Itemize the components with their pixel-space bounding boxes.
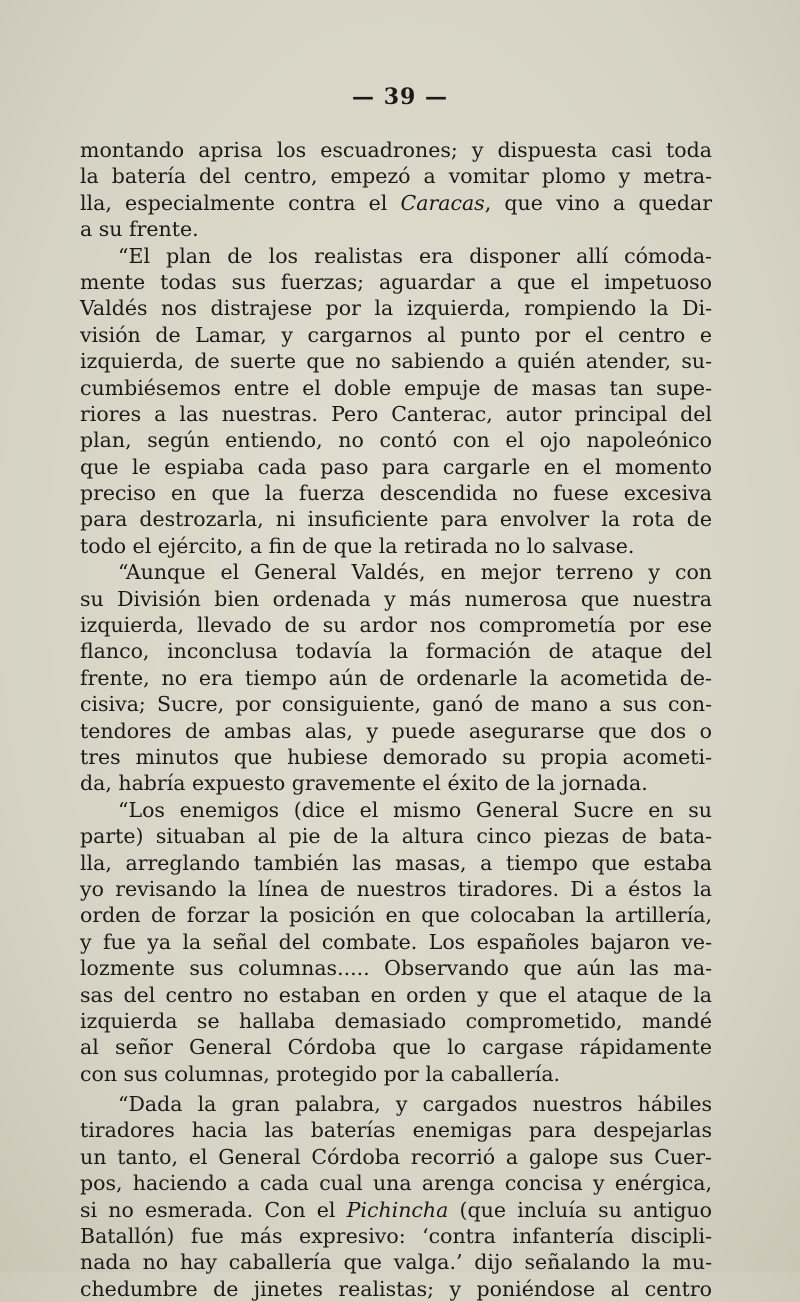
text-line: a su frente. <box>80 217 199 242</box>
text-line: izquierda, de suerte que no sabiendo a quién atender, su- <box>80 349 712 374</box>
text-line: Batallón) fue más expresivo: ‘contra infantería discipli- <box>80 1224 712 1249</box>
text-line: montando aprisa los escuadrones; y dispuesta casi toda <box>80 138 712 162</box>
text-line: Valdés nos distrajese por la izquierda, rompiendo la Di- <box>80 296 712 321</box>
text-line: “Los enemigos (dice el mismo General Sucre en su <box>118 797 712 822</box>
text-line: lla, especialmente contra el Caracas, que vino a quedar <box>80 190 712 215</box>
text-line: tendores de ambas alas, y puede asegurarse que dos o <box>80 718 712 743</box>
text-line: tres minutos que hubiese demorado su propia acometi- <box>80 744 712 769</box>
text-line: “Aunque el General Valdés, en mejor terreno y con <box>118 560 712 585</box>
text-line: izquierda, llevado de su ardor nos comprometía por ese <box>80 613 712 638</box>
text-line: parte) situaban al pie de la altura cinco piezas de bata- <box>80 824 712 849</box>
text-line: tiradores hacia las baterías enemigas para despejarlas <box>80 1118 712 1143</box>
text-line: cumbiésemos entre el doble empuje de masas tan supe- <box>80 375 712 400</box>
text-line: visión de Lamar, y cargarnos al punto por el centro e <box>80 322 712 347</box>
text-line: pos, haciendo a cada cual una arenga concisa y enérgica, <box>80 1171 712 1196</box>
body-text <box>80 137 712 1302</box>
text-line: con sus columnas, protegido por la caballería. <box>80 1061 561 1086</box>
text-line: todo el ejército, a fin de que la retirada no lo salvase. <box>80 533 635 558</box>
text-line: yo revisando la línea de nuestros tiradores. Di a éstos la <box>80 876 712 901</box>
text-line: si no esmerada. Con el Pichincha (que incluía su antiguo <box>80 1197 712 1222</box>
text-line: su División bien ordenada y más numerosa que nuestra <box>80 586 712 611</box>
text-line: al señor General Córdoba que lo cargase rápidamente <box>80 1035 712 1060</box>
text-line: y fue ya la señal del combate. Los españoles bajaron ve- <box>80 929 712 954</box>
text-line: chedumbre de jinetes realistas; y poniéndose al centro <box>80 1276 712 1301</box>
text-line: “Dada la gran palabra, y cargados nuestros hábiles <box>118 1092 712 1117</box>
text-line: que le espiaba cada paso para cargarle en el momento <box>80 454 712 479</box>
text-line: para destrozarla, ni insuficiente para envolver la rota de <box>80 507 712 532</box>
text-line: plan, según entiendo, no contó con el ojo napoleónico <box>80 428 712 453</box>
text-line: flanco, inconclusa todavía la formación de ataque del <box>80 639 712 664</box>
text-line: lla, arreglando también las masas, a tiempo que estaba <box>80 850 712 875</box>
text-line: nada no hay caballería que valga.’ dijo señalando la mu- <box>80 1250 712 1275</box>
text-line: frente, no era tiempo aún de ordenarle la acometida de- <box>80 665 712 690</box>
text-line: lozmente sus columnas..... Observando que aún las ma- <box>80 956 712 981</box>
text-line: orden de forzar la posición en que colocaban la artillería, <box>80 903 712 928</box>
text-line: sas del centro no estaban en orden y que el ataque de la <box>80 982 712 1007</box>
text-line: cisiva; Sucre, por consiguiente, ganó de mano a sus con- <box>80 692 712 717</box>
text-line: riores a las nuestras. Pero Canterac, autor principal del <box>80 401 712 426</box>
text-line: izquierda se hallaba demasiado comprometido, mandé <box>80 1008 712 1033</box>
text-line: mente todas sus fuerzas; aguardar a que el impetuoso <box>80 269 712 294</box>
text-line: preciso en que la fuerza descendida no fuese excesiva <box>80 481 712 506</box>
page-number: — 39 — <box>352 84 448 110</box>
text-line: da, habría expuesto gravemente el éxito de la jornada. <box>80 771 648 796</box>
text-line: la batería del centro, empezó a vomitar plomo y metra- <box>80 164 712 189</box>
text-line: “El plan de los realistas era disponer allí cómoda- <box>118 243 712 268</box>
text-line: un tanto, el General Córdoba recorrió a galope sus Cuer- <box>80 1144 712 1169</box>
